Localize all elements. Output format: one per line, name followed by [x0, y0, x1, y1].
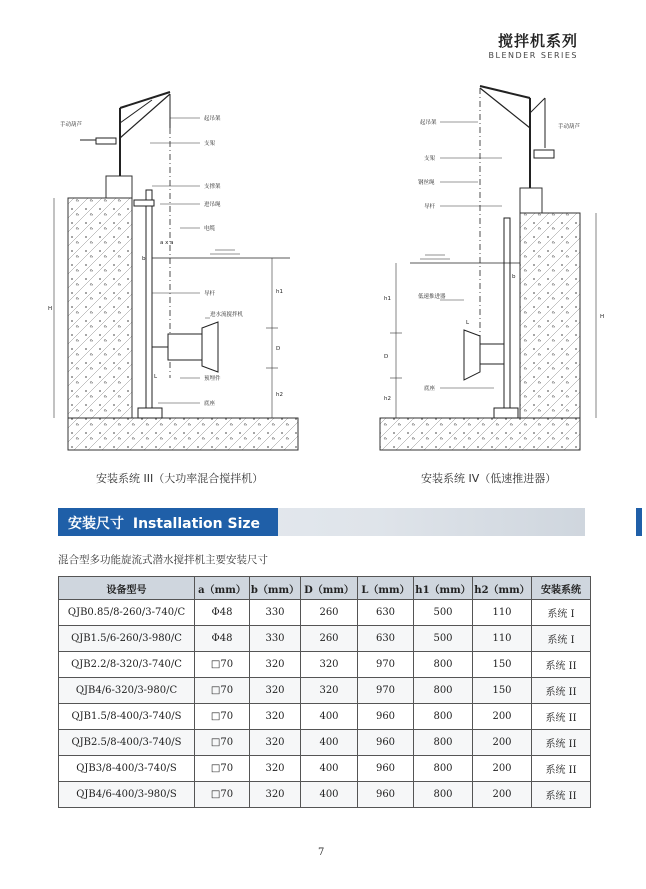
- cell-model: QJB1.5/8-400/3-740/S: [59, 704, 195, 730]
- cell-model: QJB4/6-400/3-980/S: [59, 782, 195, 808]
- table-title: 混合型多功能旋流式潜水搅拌机主要安装尺寸: [58, 554, 268, 566]
- svg-text:D: D: [384, 354, 389, 360]
- table-row: [59, 756, 591, 782]
- cell-d: 400: [301, 782, 358, 808]
- cell-a: Φ48: [195, 626, 250, 652]
- series-subtitle: BLENDER SERIES: [488, 51, 578, 60]
- table-row: [59, 678, 591, 704]
- svg-text:支撑架: 支撑架: [204, 184, 221, 190]
- cell-model: QJB2.2/8-320/3-740/C: [59, 652, 195, 678]
- cell-l: 960: [358, 704, 414, 730]
- cell-d: 320: [301, 678, 358, 704]
- cell-b: 320: [250, 704, 301, 730]
- cell-system: 系统 II: [532, 756, 591, 782]
- svg-text:h1: h1: [384, 296, 391, 302]
- svg-text:进吊绳: 进吊绳: [204, 202, 221, 208]
- cell-b: 320: [250, 678, 301, 704]
- cell-b: 320: [250, 730, 301, 756]
- section-title-en: Installation Size: [132, 516, 261, 532]
- cell-h1: 500: [414, 626, 473, 652]
- cell-l: 960: [358, 782, 414, 808]
- cell-d: 320: [301, 652, 358, 678]
- cell-d: 400: [301, 756, 358, 782]
- cell-b: 320: [250, 782, 301, 808]
- svg-text:a x a: a x a: [160, 240, 174, 246]
- drawing-system-3: [48, 92, 298, 450]
- cell-b: 320: [250, 652, 301, 678]
- cell-model: QJB0.85/8-260/3-740/C: [59, 600, 195, 626]
- cell-l: 970: [358, 652, 414, 678]
- cell-h2: 150: [473, 678, 532, 704]
- svg-text:钢丝绳: 钢丝绳: [418, 180, 435, 186]
- series-title: 搅拌机系列: [497, 32, 578, 50]
- cell-l: 630: [358, 600, 414, 626]
- svg-text:起吊架: 起吊架: [204, 116, 221, 122]
- table-row: [59, 600, 591, 626]
- drawing-system-4: [380, 86, 604, 450]
- table-row: [59, 652, 591, 678]
- cell-system: 系统 I: [532, 626, 591, 652]
- cell-h2: 200: [473, 730, 532, 756]
- cell-h1: 800: [414, 756, 473, 782]
- svg-text:H: H: [600, 314, 605, 320]
- cell-a: □70: [195, 730, 250, 756]
- table-header-row: [59, 577, 591, 600]
- caption-system-3: 安装系统 III（大功率混合搅拌机）: [96, 472, 264, 485]
- svg-text:L: L: [154, 374, 158, 380]
- col-a: a（mm）: [195, 577, 250, 600]
- cell-a: Φ48: [195, 600, 250, 626]
- cell-b: 330: [250, 626, 301, 652]
- cell-l: 630: [358, 626, 414, 652]
- svg-text:低速推进器: 低速推进器: [418, 294, 446, 300]
- table-row: [59, 626, 591, 652]
- cell-h2: 200: [473, 704, 532, 730]
- table-row: [59, 704, 591, 730]
- svg-text:导杆: 导杆: [424, 204, 436, 210]
- section-title-zh: 安装尺寸: [68, 516, 124, 532]
- cell-h1: 500: [414, 600, 473, 626]
- cell-a: □70: [195, 756, 250, 782]
- svg-text:h2: h2: [276, 392, 283, 398]
- cell-d: 400: [301, 730, 358, 756]
- svg-text:手动葫芦: 手动葫芦: [60, 122, 83, 128]
- svg-text:L: L: [466, 320, 470, 326]
- cell-b: 320: [250, 756, 301, 782]
- cell-h1: 800: [414, 652, 473, 678]
- svg-text:底座: 底座: [204, 401, 216, 407]
- col-h1: h1（mm）: [414, 577, 473, 600]
- cell-model: QJB2.5/8-400/3-740/S: [59, 730, 195, 756]
- table-row: [59, 782, 591, 808]
- cell-h1: 800: [414, 782, 473, 808]
- cell-h2: 110: [473, 626, 532, 652]
- install-size-table: [58, 576, 591, 808]
- svg-text:起吊架: 起吊架: [420, 120, 437, 126]
- svg-text:D: D: [276, 346, 281, 352]
- col-b: b（mm）: [250, 577, 301, 600]
- cell-h1: 800: [414, 730, 473, 756]
- cell-h2: 200: [473, 756, 532, 782]
- svg-text:b: b: [142, 256, 146, 262]
- cell-b: 330: [250, 600, 301, 626]
- cell-system: 系统 I: [532, 600, 591, 626]
- col-model: 设备型号: [59, 577, 195, 600]
- svg-text:支架: 支架: [424, 156, 436, 162]
- cell-a: □70: [195, 704, 250, 730]
- cell-system: 系统 II: [532, 730, 591, 756]
- installation-drawings: [40, 78, 610, 463]
- svg-text:底座: 底座: [424, 386, 436, 392]
- cell-l: 960: [358, 756, 414, 782]
- svg-text:导杆: 导杆: [204, 291, 216, 297]
- cell-h1: 800: [414, 678, 473, 704]
- svg-text:h2: h2: [384, 396, 391, 402]
- cell-model: QJB1.5/6-260/3-980/C: [59, 626, 195, 652]
- page-number: 7: [318, 847, 325, 858]
- svg-text:进水流搅拌机: 进水流搅拌机: [210, 312, 244, 318]
- svg-text:预埋件: 预埋件: [204, 376, 221, 382]
- cell-h2: 200: [473, 782, 532, 808]
- cell-a: □70: [195, 782, 250, 808]
- cell-system: 系统 II: [532, 782, 591, 808]
- col-system: 安装系统: [532, 577, 591, 600]
- col-d: D（mm）: [301, 577, 358, 600]
- cell-d: 260: [301, 626, 358, 652]
- cell-l: 960: [358, 730, 414, 756]
- cell-a: □70: [195, 652, 250, 678]
- cell-h2: 110: [473, 600, 532, 626]
- cell-l: 970: [358, 678, 414, 704]
- table-row: [59, 730, 591, 756]
- svg-text:h1: h1: [276, 289, 283, 295]
- cell-model: QJB3/8-400/3-740/S: [59, 756, 195, 782]
- svg-text:电缆: 电缆: [204, 226, 216, 232]
- cell-d: 400: [301, 704, 358, 730]
- svg-text:手动葫芦: 手动葫芦: [558, 124, 581, 130]
- cell-h1: 800: [414, 704, 473, 730]
- caption-system-4: 安装系统 IV（低速推进器）: [421, 472, 557, 485]
- svg-text:H: H: [48, 306, 53, 312]
- cell-model: QJB4/6-320/3-980/C: [59, 678, 195, 704]
- section-header: [58, 508, 585, 536]
- cell-system: 系统 II: [532, 652, 591, 678]
- cell-system: 系统 II: [532, 678, 591, 704]
- col-h2: h2（mm）: [473, 577, 532, 600]
- svg-text:支架: 支架: [204, 141, 216, 147]
- cell-a: □70: [195, 678, 250, 704]
- svg-text:b: b: [512, 274, 516, 280]
- cell-h2: 150: [473, 652, 532, 678]
- cell-d: 260: [301, 600, 358, 626]
- cell-system: 系统 II: [532, 704, 591, 730]
- col-l: L（mm）: [358, 577, 414, 600]
